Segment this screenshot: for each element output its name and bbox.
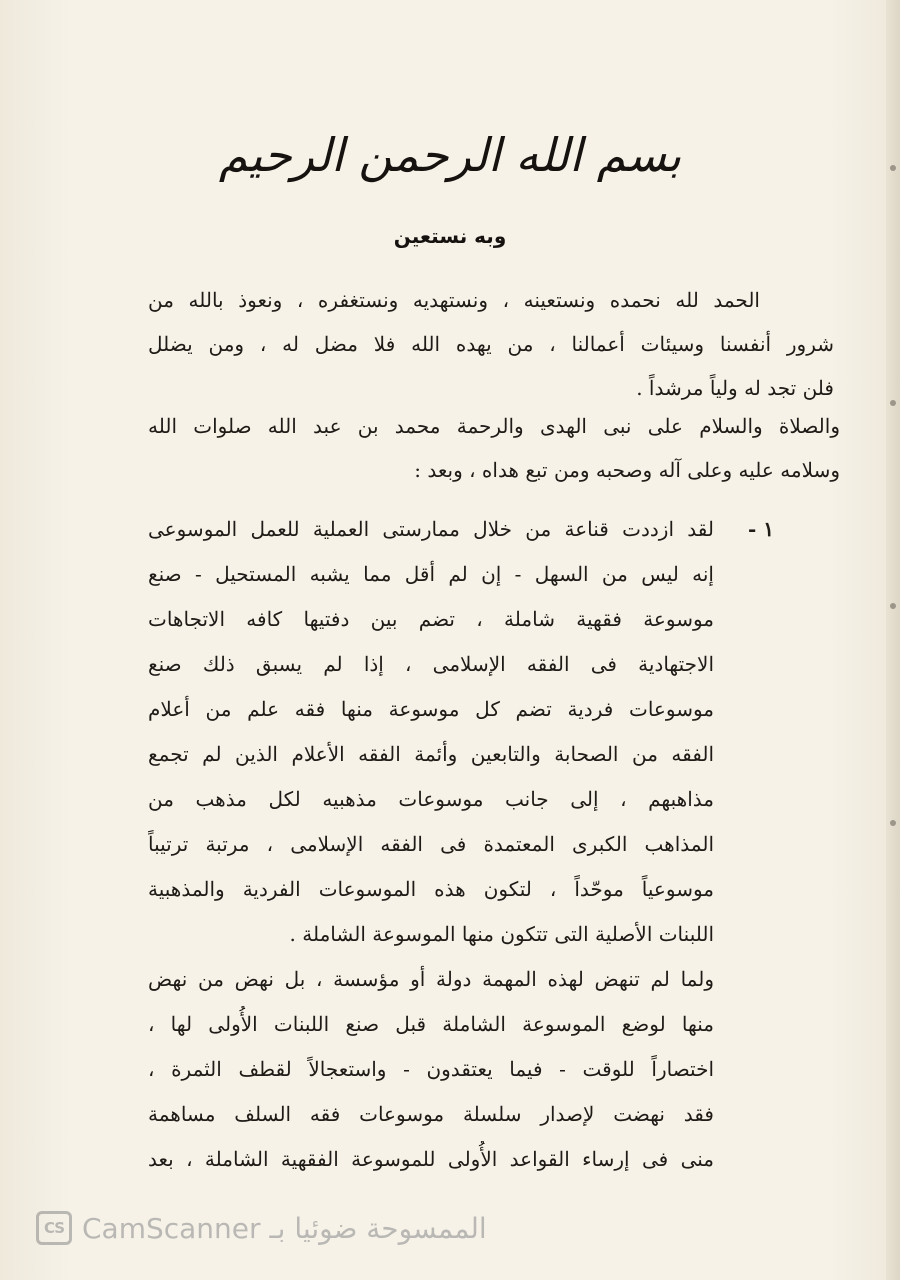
section-line: الاجتهادية فى الفقه الإسلامى ، إذا لم يسبق ذلك صنع bbox=[148, 652, 714, 676]
camscanner-logo-icon: CS bbox=[36, 1211, 72, 1245]
section-line: موسوعة فقهية شاملة ، تضم بين دفتيها كافه الاتجاهات bbox=[148, 607, 714, 631]
basmala-heading: بسم الله الرحمن الرحيم bbox=[218, 128, 682, 182]
subtitle: وبه نستعين bbox=[393, 224, 507, 248]
section-line: اللبنات الأصلية التى تتكون منها الموسوعة الشاملة . bbox=[289, 922, 714, 946]
watermark-text: CamScanner الممسوحة ضوئيا بـ bbox=[82, 1211, 487, 1245]
page-edge-shadow bbox=[886, 0, 900, 1280]
section-line: إنه ليس من السهل - إن لم أقل مما يشبه المستحيل - صنع bbox=[148, 562, 714, 586]
section-line: فقد نهضت لإصدار سلسلة موسوعات فقه السلف مساهمة bbox=[148, 1102, 714, 1126]
section-line: ولما لم تنهض لهذه المهمة دولة أو مؤسسة ، بل نهض من نهض bbox=[148, 967, 714, 991]
intro-line: والصلاة والسلام على نبى الهدى والرحمة محمد بن عبد الله صلوات الله bbox=[148, 414, 840, 438]
intro-line: شرور أنفسنا وسيئات أعمالنا ، من يهده الله فلا مضل له ، ومن يضلل bbox=[148, 332, 834, 356]
camscanner-watermark bbox=[36, 1206, 487, 1250]
intro-line: فلن تجد له ولياً مرشداً . bbox=[636, 376, 834, 400]
section-line: منها لوضع الموسوعة الشاملة قبل صنع اللبنات الأُولى لها ، bbox=[148, 1012, 714, 1036]
intro-line: الحمد لله نحمده ونستعينه ، ونستهديه ونستغفره ، ونعوذ بالله من bbox=[148, 288, 760, 312]
section-line: لقد ازددت قناعة من خلال ممارستى العملية للعمل الموسوعى bbox=[148, 517, 714, 541]
section-line: مذاهبهم ، إلى جانب موسوعات مذهبيه لكل مذهب من bbox=[148, 787, 714, 811]
punch-hole bbox=[890, 400, 896, 406]
punch-hole bbox=[890, 820, 896, 826]
section-line: الفقه من الصحابة والتابعين وأئمة الفقه الأعلام الذين لم تجمع bbox=[148, 742, 714, 766]
intro-line: وسلامه عليه وعلى آله وصحبه ومن تبع هداه ، وبعد : bbox=[414, 458, 840, 482]
section-line: المذاهب الكبرى المعتمدة فى الفقه الإسلامى ، مرتبة ترتيباً bbox=[148, 832, 714, 856]
section-line: اختصاراً للوقت - فيما يعتقدون - واستعجالاً لقطف الثمرة ، bbox=[148, 1057, 714, 1081]
punch-hole bbox=[890, 603, 896, 609]
section-line: موسوعات فردية تضم كل موسوعة منها فقه علم من أعلام bbox=[148, 697, 714, 721]
section-line: منى فى إرساء القواعد الأُولى للموسوعة الفقهية الشاملة ، بعد bbox=[148, 1147, 714, 1171]
section-number: ١ - bbox=[747, 517, 774, 541]
section-line: موسوعياً موحّداً ، لتكون هذه الموسوعات الفردية والمذهبية bbox=[148, 877, 714, 901]
